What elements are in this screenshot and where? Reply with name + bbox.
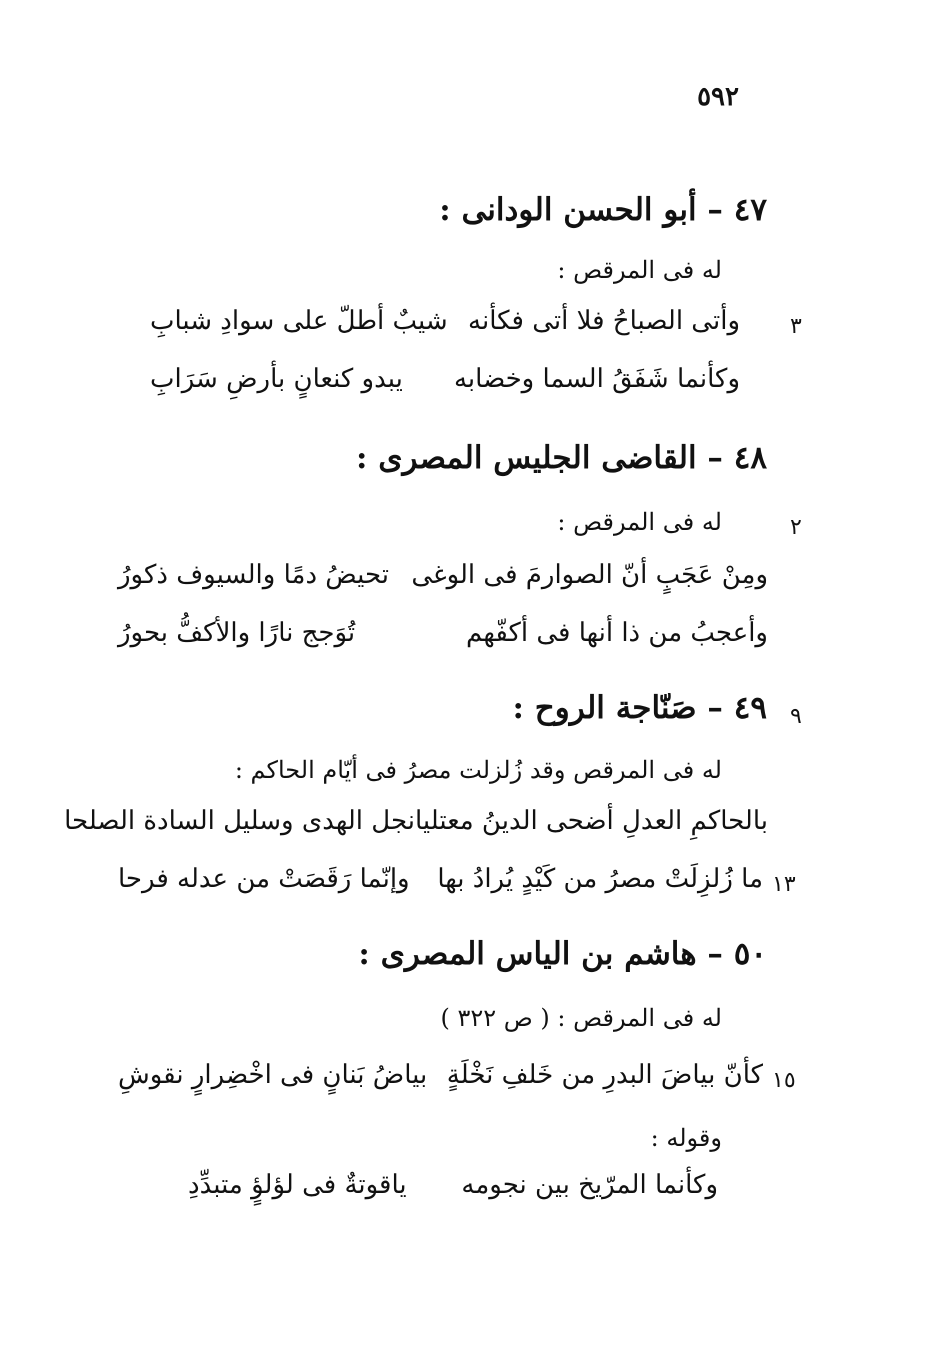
verse-line: [118, 864, 763, 894]
verse-line: [150, 306, 740, 336]
margin-number: ١٣: [772, 872, 796, 897]
section-heading-47: ٤٧ – أبو الحسن الودانى :: [439, 192, 767, 228]
verse-first-hemistich: ما زُلزِلَتْ مصرُ من كَيْدٍ يُرادُ بها: [437, 864, 763, 894]
section-intro-50: له فى المرقص : ( ص ٣٢٢ ): [440, 1004, 722, 1032]
section-intro2-50: وقوله :: [650, 1124, 722, 1152]
section-intro-49: له فى المرقص وقد زُلزلت مصرُ فى أيّام الحاكم :: [234, 756, 722, 784]
verse-line: [64, 806, 768, 836]
margin-number: ٩: [790, 704, 802, 729]
verse-first-hemistich: وأتى الصباحُ فلا أتى فكأنه: [468, 306, 740, 336]
verse-second-hemistich: يبدو كنعانٍ بأرضِ سَرَابِ: [150, 364, 403, 394]
margin-number: ١٥: [772, 1068, 796, 1093]
verse-second-hemistich: تحيضُ دمًا والسيوف ذكورُ: [118, 560, 390, 590]
verse-first-hemistich: كأنّ بياضَ البدرِ من خَلفِ نَخْلَةٍ: [446, 1060, 763, 1090]
section-intro-48: له فى المرقص :: [557, 508, 722, 536]
verse-first-hemistich: بالحاكمِ العدلِ أضحى الدينُ معتليا: [414, 806, 768, 836]
section-heading-48: ٤٨ – القاضى الجليس المصرى :: [355, 440, 767, 476]
verse-first-hemistich: وكأنما المرّيخ بين نجومه: [461, 1170, 718, 1200]
page-number: ٥٩٢: [697, 82, 739, 112]
verse-second-hemistich: نجل الهدى وسليل السادة الصلحا: [64, 806, 415, 836]
verse-second-hemistich: بياضُ بَنانٍ فى اخْضِرارٍ نقوشِ: [118, 1060, 428, 1090]
verse-first-hemistich: وأعجبُ من ذا أنها فى أكفّهم: [466, 618, 768, 648]
verse-second-hemistich: شيبٌ أطلّ على سوادِ شبابِ: [150, 306, 448, 336]
verse-line: [188, 1170, 718, 1200]
verse-second-hemistich: ياقوتةٌ فى لؤلؤٍ متبدِّدِ: [188, 1170, 407, 1200]
verse-second-hemistich: وإنّما رَقَصَتْ من عدله فرحا: [118, 864, 410, 894]
verse-first-hemistich: ومِنْ عَجَبٍ أنّ الصوارمَ فى الوغى: [411, 560, 768, 590]
verse-second-hemistich: تُوَجج نارًا والأكفُّ بحورُ: [118, 618, 356, 648]
margin-number: ٢: [790, 515, 802, 540]
margin-number: ٣: [790, 314, 802, 339]
verse-line: [118, 1060, 763, 1090]
verse-line: [118, 618, 768, 648]
verse-line: [150, 364, 740, 394]
section-heading-49: ٤٩ – صَنّاجة الروح :: [512, 690, 767, 726]
verse-line: [118, 560, 768, 590]
verse-first-hemistich: وكأنما شَفَقُ السما وخضابه: [453, 364, 740, 394]
section-heading-50: ٥٠ – هاشم بن الياس المصرى :: [358, 936, 767, 972]
section-intro-47: له فى المرقص :: [557, 256, 722, 284]
